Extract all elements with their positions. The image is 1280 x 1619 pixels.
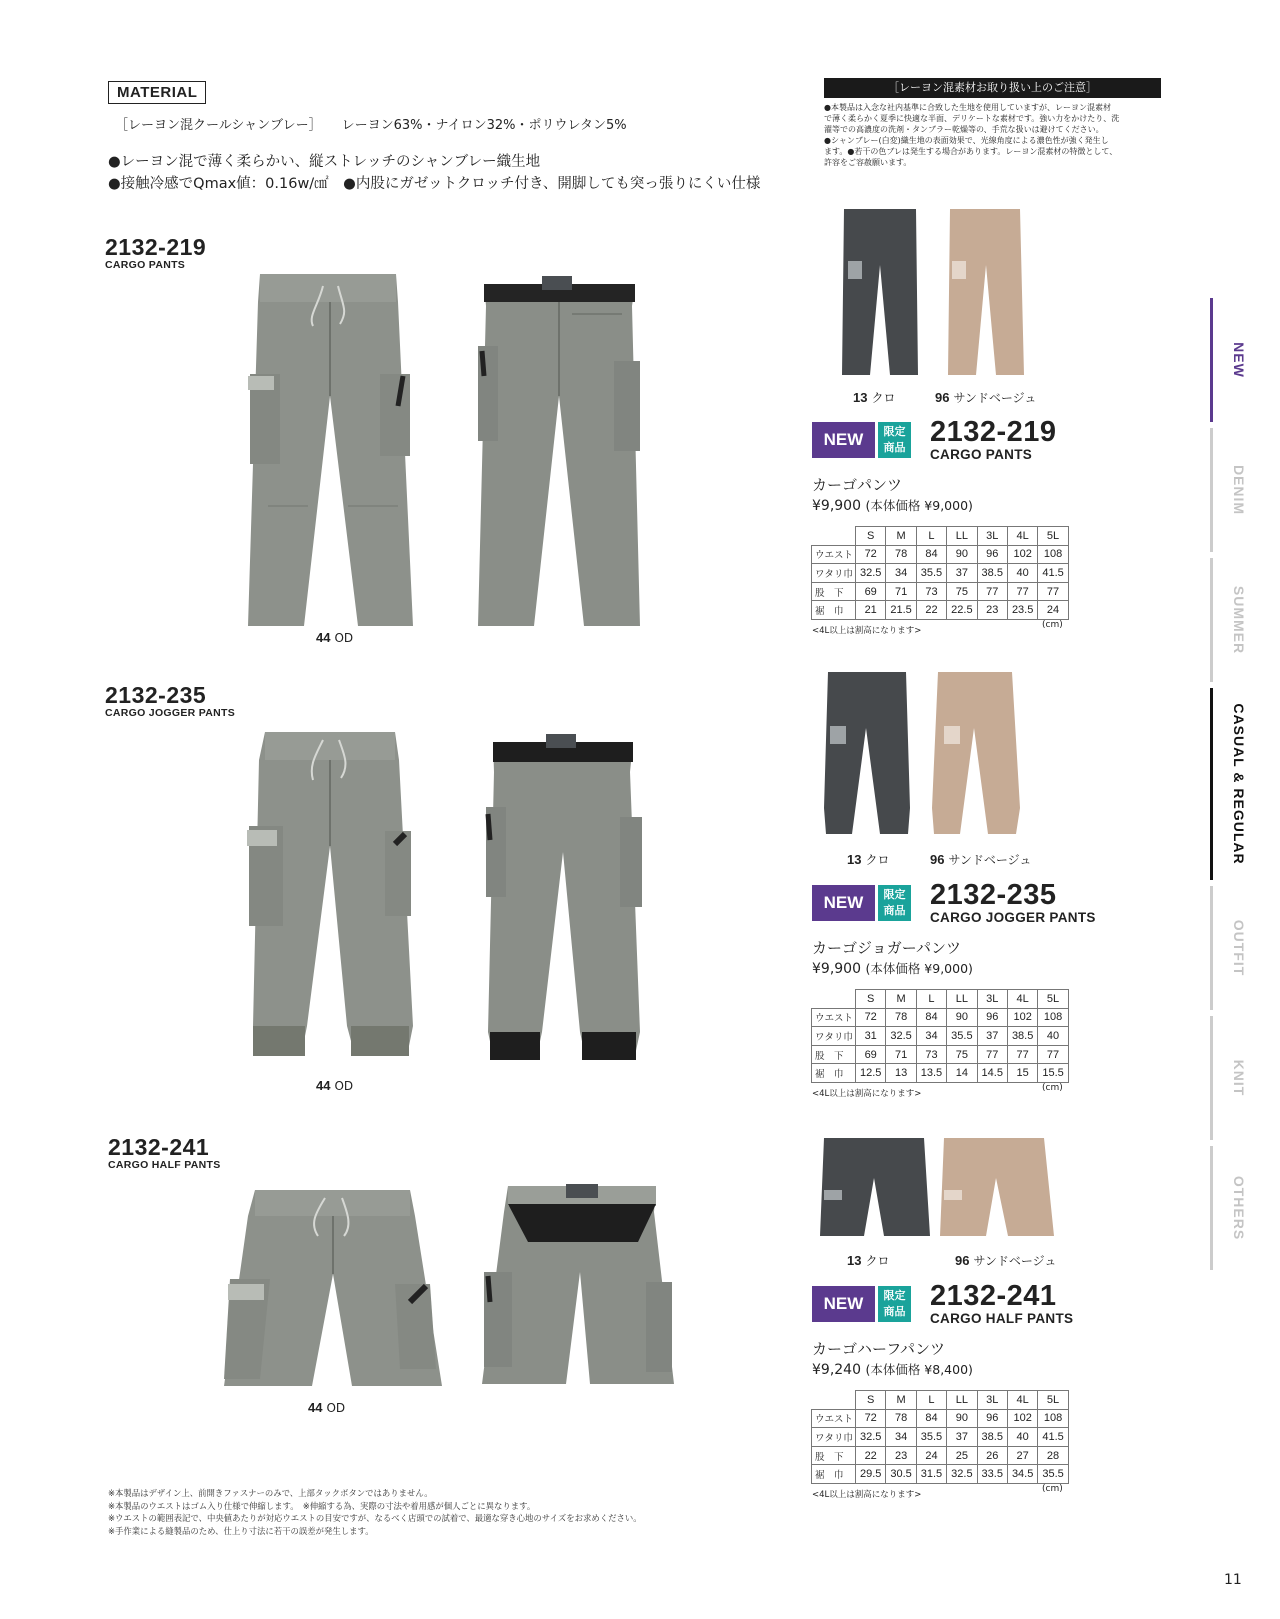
model-name: CARGO PANTS — [105, 259, 186, 271]
color-caption-235 — [316, 1078, 353, 1093]
unit-label: (cm) — [1042, 620, 1063, 630]
model-name-jp: カーゴジョガーパンツ — [812, 939, 961, 957]
tab-label: KNIT — [1231, 1059, 1247, 1097]
size-cell: 78 — [886, 1409, 916, 1428]
color-code: 96 — [930, 852, 945, 867]
size-cell: 108 — [1038, 1008, 1068, 1027]
size-cell: 90 — [947, 1409, 977, 1428]
size-cell: 69 — [856, 582, 886, 601]
size-header: L — [916, 527, 946, 546]
size-header: L — [916, 1391, 946, 1410]
product-title-235 — [930, 881, 1096, 925]
size-cell: 73 — [916, 1045, 946, 1064]
product-title-219 — [930, 418, 1057, 462]
color-code: 44 — [316, 1078, 331, 1093]
product-heading-219 — [105, 236, 206, 271]
size-row-label: ワタリ巾 — [812, 1428, 856, 1447]
size-cell: 38.5 — [977, 564, 1007, 583]
size-cell: 37 — [947, 1428, 977, 1447]
color-caption-241 — [308, 1400, 345, 1415]
size-cell: 71 — [886, 1045, 916, 1064]
caution-line: ●シャンブレー(白変)織生地の表面効果で、光線角度による濃色性が強く発生し — [824, 136, 1109, 145]
size-cell: 37 — [977, 1027, 1007, 1046]
size-row-label: ウエスト — [812, 545, 856, 564]
size-cell: 30.5 — [886, 1465, 916, 1484]
side-tab-knit[interactable] — [1198, 1016, 1280, 1140]
color-name: サンドベージュ — [953, 391, 1037, 405]
size-cell: 23 — [886, 1446, 916, 1465]
cargo-pants-back-photo — [472, 266, 647, 631]
size-cell: 34 — [886, 564, 916, 583]
size-cell: 71 — [886, 582, 916, 601]
half-pants-color-photos — [820, 1134, 1056, 1244]
size-cell: 34.5 — [1007, 1465, 1037, 1484]
size-cell: 77 — [977, 582, 1007, 601]
footer-note: ※本製品のウエストはゴム入り仕様で伸縮します。 ※伸縮する為、実際の寸法や着用感が個人ごとに異なります。 — [108, 1500, 536, 1511]
size-cell: 72 — [856, 545, 886, 564]
price-tax: (本体価格 ¥8,400) — [865, 1362, 973, 1377]
feature-line-1: ●レーヨン混で薄く柔らかい、縦ストレッチのシャンブレー織生地 — [108, 154, 541, 170]
size-cell: 34 — [916, 1027, 946, 1046]
footer-note: ※手作業による縫製品のため、仕上り寸法に若干の誤差が発生します。 — [108, 1525, 374, 1536]
size-cell: 90 — [947, 545, 977, 564]
color-option-beige — [935, 389, 1036, 406]
color-option-black — [853, 389, 895, 406]
size-cell: 40 — [1007, 1428, 1037, 1447]
size-header: M — [886, 527, 916, 546]
size-header-row — [812, 527, 1069, 546]
side-tab-casual-regular[interactable] — [1198, 688, 1280, 880]
size-cell: 22 — [856, 1446, 886, 1465]
page-number: 11 — [1224, 1572, 1242, 1588]
size-cell: 96 — [977, 1409, 1007, 1428]
size-row-label: ワタリ巾 — [812, 564, 856, 583]
color-code: 44 — [308, 1400, 323, 1415]
size-corner — [812, 1391, 856, 1410]
model-name-jp: カーゴハーフパンツ — [812, 1340, 946, 1358]
side-tab-outfit[interactable] — [1198, 886, 1280, 1010]
size-header: 5L — [1038, 990, 1068, 1009]
color-name: サンドベージュ — [948, 853, 1032, 867]
size-cell: 32.5 — [886, 1027, 916, 1046]
limited-label: 限定 — [883, 425, 906, 438]
price-value: ¥9,240 — [812, 1362, 861, 1378]
size-row — [812, 1045, 1069, 1064]
size-header: LL — [947, 990, 977, 1009]
size-row — [812, 1428, 1069, 1447]
caution-line: ●本製品は入念な社内基準に合致した生地を使用していますが、レーヨン混素材 — [824, 103, 1111, 112]
size-header: LL — [947, 527, 977, 546]
size-cell: 22.5 — [947, 601, 977, 620]
size-row — [812, 1409, 1069, 1428]
fabric-description — [115, 114, 627, 133]
size-cell: 32.5 — [947, 1465, 977, 1484]
size-cell: 102 — [1007, 1409, 1037, 1428]
fabric-composition: レーヨン63%・ナイロン32%・ポリウレタン5% — [341, 118, 627, 133]
side-tab-denim[interactable] — [1198, 428, 1280, 552]
size-cell: 32.5 — [856, 1428, 886, 1447]
caution-line: ます。●若干の色ブレは発生する場合があります。レーヨン混素材の特徴として、 — [824, 147, 1118, 156]
model-name: CARGO JOGGER PANTS — [105, 707, 236, 719]
size-row — [812, 1008, 1069, 1027]
model-number: 2132-219 — [930, 416, 1057, 448]
side-tab-others[interactable] — [1198, 1146, 1280, 1270]
side-tab-summer[interactable] — [1198, 558, 1280, 682]
color-name: クロ — [865, 853, 890, 867]
model-name-en: CARGO HALF PANTS — [930, 1311, 1074, 1326]
jogger-pants-back-photo — [478, 732, 653, 1067]
color-option-black — [847, 851, 889, 868]
model-number: 2132-241 — [108, 1134, 210, 1160]
size-cell: 84 — [916, 545, 946, 564]
size-header-row — [812, 990, 1069, 1009]
size-header-row — [812, 1391, 1069, 1410]
size-cell: 41.5 — [1038, 564, 1068, 583]
size-table-219 — [811, 526, 1069, 620]
tab-label: OUTFIT — [1231, 919, 1247, 977]
size-header: S — [856, 1391, 886, 1410]
product-heading-235 — [105, 684, 235, 719]
size-cell: 75 — [947, 1045, 977, 1064]
model-name-jp: カーゴパンツ — [812, 476, 903, 494]
size-cell: 84 — [916, 1409, 946, 1428]
limited-badge — [878, 1286, 911, 1322]
color-name: OD — [326, 1401, 346, 1415]
tab-bar — [1210, 558, 1213, 682]
fabric-name: ［レーヨン混クールシャンブレー］ — [115, 118, 322, 133]
size-row-label: 股 下 — [812, 1446, 856, 1465]
side-tab-new[interactable] — [1198, 298, 1280, 422]
size-row — [812, 1446, 1069, 1465]
size-row — [812, 1465, 1069, 1484]
size-cell: 35.5 — [916, 564, 946, 583]
size-cell: 41.5 — [1038, 1428, 1068, 1447]
size-header: LL — [947, 1391, 977, 1410]
size-header: 5L — [1038, 527, 1068, 546]
size-cell: 35.5 — [916, 1428, 946, 1447]
size-row-label: 裾 巾 — [812, 1465, 856, 1484]
size-cell: 77 — [1007, 582, 1037, 601]
size-cell: 77 — [1038, 1045, 1068, 1064]
price-tax: (本体価格 ¥9,000) — [865, 961, 973, 976]
size-cell: 78 — [886, 545, 916, 564]
size-cell: 32.5 — [856, 564, 886, 583]
size-note: <4L以上は割高になります> — [812, 1089, 922, 1099]
tab-label: DENIM — [1231, 464, 1247, 516]
size-header: 5L — [1038, 1391, 1068, 1410]
color-name: クロ — [871, 391, 896, 405]
size-cell: 90 — [947, 1008, 977, 1027]
color-caption-219 — [316, 630, 353, 645]
size-cell: 23 — [977, 601, 1007, 620]
color-code: 96 — [935, 390, 950, 405]
size-cell: 31 — [856, 1027, 886, 1046]
size-row — [812, 1027, 1069, 1046]
size-row — [812, 1064, 1069, 1083]
limited-badge — [878, 422, 911, 458]
size-cell: 73 — [916, 582, 946, 601]
limited-label: 商品 — [883, 904, 906, 917]
size-row-label: 股 下 — [812, 1045, 856, 1064]
size-cell: 40 — [1038, 1027, 1068, 1046]
size-cell: 34 — [886, 1428, 916, 1447]
half-pants-front-photo — [220, 1184, 445, 1394]
size-row-label: 裾 巾 — [812, 1064, 856, 1083]
size-cell: 13.5 — [916, 1064, 946, 1083]
size-header: 4L — [1007, 1391, 1037, 1410]
size-header: 4L — [1007, 527, 1037, 546]
size-cell: 78 — [886, 1008, 916, 1027]
tab-bar — [1210, 886, 1213, 1010]
tab-bar — [1210, 1146, 1213, 1270]
cargo-pants-front-photo — [238, 266, 418, 631]
size-cell: 37 — [947, 564, 977, 583]
model-name: CARGO HALF PANTS — [108, 1159, 221, 1171]
tab-label: CASUAL & REGULAR — [1231, 703, 1247, 865]
size-cell: 24 — [1038, 601, 1068, 620]
color-option-black — [847, 1252, 889, 1269]
unit-label: (cm) — [1042, 1083, 1063, 1093]
size-cell: 102 — [1007, 1008, 1037, 1027]
color-option-beige — [955, 1252, 1056, 1269]
material-label: MATERIAL — [108, 81, 206, 104]
size-cell: 75 — [947, 582, 977, 601]
feature-line-2: ●接触冷感でQmax値：0.16w/㎠ ●内股にガゼットクロッチ付き、開脚しても突っ張りにくい仕様 — [108, 176, 761, 192]
color-code: 13 — [847, 1253, 862, 1268]
color-code: 96 — [955, 1253, 970, 1268]
size-table-241 — [811, 1390, 1069, 1484]
price-value: ¥9,900 — [812, 961, 861, 977]
tab-label: SUMMER — [1231, 585, 1247, 655]
size-cell: 14.5 — [977, 1064, 1007, 1083]
size-corner — [812, 990, 856, 1009]
color-name: クロ — [865, 1254, 890, 1268]
size-header: 3L — [977, 1391, 1007, 1410]
price-value: ¥9,900 — [812, 498, 861, 514]
size-row-label: ウエスト — [812, 1409, 856, 1428]
size-cell: 29.5 — [856, 1465, 886, 1484]
unit-label: (cm) — [1042, 1484, 1063, 1494]
product-title-241 — [930, 1282, 1073, 1326]
jogger-pants-front-photo — [235, 726, 425, 1066]
size-header: L — [916, 990, 946, 1009]
model-number: 2132-219 — [105, 234, 207, 260]
limited-label: 商品 — [883, 1305, 906, 1318]
price — [812, 1360, 973, 1378]
size-corner — [812, 527, 856, 546]
jogger-pants-color-photos — [820, 668, 1030, 843]
size-cell: 23.5 — [1007, 601, 1037, 620]
tab-bar — [1210, 688, 1213, 880]
color-code: 13 — [853, 390, 868, 405]
size-cell: 24 — [916, 1446, 946, 1465]
size-cell: 77 — [977, 1045, 1007, 1064]
color-code: 13 — [847, 852, 862, 867]
size-header: 3L — [977, 527, 1007, 546]
model-name-en: CARGO JOGGER PANTS — [930, 910, 1096, 925]
size-cell: 84 — [916, 1008, 946, 1027]
size-header: S — [856, 527, 886, 546]
size-note: <4L以上は割高になります> — [812, 626, 922, 636]
product-heading-241 — [108, 1136, 221, 1171]
price — [812, 496, 973, 514]
size-cell: 108 — [1038, 1409, 1068, 1428]
size-cell: 72 — [856, 1008, 886, 1027]
caution-text — [824, 102, 1161, 168]
tab-bar — [1210, 428, 1213, 552]
size-cell: 108 — [1038, 545, 1068, 564]
size-note: <4L以上は割高になります> — [812, 1490, 922, 1500]
size-row-label: 裾 巾 — [812, 601, 856, 620]
model-number: 2132-235 — [930, 879, 1057, 911]
size-cell: 96 — [977, 545, 1007, 564]
size-cell: 27 — [1007, 1446, 1037, 1465]
footer-note: ※ウエストの範囲表記で、中央値あたりが対応ウエストの目安ですが、なるべく店頭での試着で、最適な穿き心地のサイズをお求めください。 — [108, 1513, 642, 1523]
footer-notes — [108, 1487, 642, 1537]
size-header: M — [886, 990, 916, 1009]
price-tax: (本体価格 ¥9,000) — [865, 498, 973, 513]
model-name-en: CARGO PANTS — [930, 447, 1033, 462]
size-cell: 25 — [947, 1446, 977, 1465]
size-cell: 77 — [1007, 1045, 1037, 1064]
size-cell: 35.5 — [1038, 1465, 1068, 1484]
size-cell: 26 — [977, 1446, 1007, 1465]
size-row — [812, 601, 1069, 620]
color-code: 44 — [316, 630, 331, 645]
model-number: 2132-235 — [105, 682, 207, 708]
limited-label: 限定 — [883, 1289, 906, 1302]
tab-bar — [1210, 1016, 1213, 1140]
caution-title: ［レーヨン混素材お取り扱い上のご注意］ — [824, 78, 1161, 98]
size-row-label: ワタリ巾 — [812, 1027, 856, 1046]
size-row-label: 股 下 — [812, 582, 856, 601]
size-header: 4L — [1007, 990, 1037, 1009]
new-badge: NEW — [812, 885, 875, 921]
size-cell: 69 — [856, 1045, 886, 1064]
size-cell: 38.5 — [1007, 1027, 1037, 1046]
limited-badge — [878, 885, 911, 921]
size-cell: 21 — [856, 601, 886, 620]
size-row — [812, 564, 1069, 583]
size-cell: 72 — [856, 1409, 886, 1428]
model-number: 2132-241 — [930, 1280, 1057, 1312]
size-cell: 28 — [1038, 1446, 1068, 1465]
half-pants-back-photo — [478, 1182, 678, 1394]
size-cell: 12.5 — [856, 1064, 886, 1083]
size-cell: 31.5 — [916, 1465, 946, 1484]
size-cell: 35.5 — [947, 1027, 977, 1046]
size-cell: 21.5 — [886, 601, 916, 620]
price — [812, 959, 973, 977]
footer-note: ※本製品はデザイン上、前開きファスナーのみで、上部タックボタンではありません。 — [108, 1488, 433, 1498]
tab-label: OTHERS — [1231, 1175, 1247, 1241]
size-row — [812, 545, 1069, 564]
size-header: 3L — [977, 990, 1007, 1009]
size-cell: 96 — [977, 1008, 1007, 1027]
caution-line: で薄く柔らかく夏季に快適な半面、デリケートな素材です。強い力をかけたり、洗 — [824, 114, 1120, 123]
cargo-pants-color-photos — [838, 205, 1038, 385]
size-table-235 — [811, 989, 1069, 1083]
size-cell: 15.5 — [1038, 1064, 1068, 1083]
size-cell: 77 — [1038, 582, 1068, 601]
size-cell: 38.5 — [977, 1428, 1007, 1447]
size-cell: 33.5 — [977, 1465, 1007, 1484]
new-badge: NEW — [812, 1286, 875, 1322]
size-cell: 22 — [916, 601, 946, 620]
color-name: OD — [334, 1079, 354, 1093]
color-option-beige — [930, 851, 1031, 868]
new-badge: NEW — [812, 422, 875, 458]
limited-label: 商品 — [883, 441, 906, 454]
size-row-label: ウエスト — [812, 1008, 856, 1027]
size-row — [812, 582, 1069, 601]
size-cell: 15 — [1007, 1064, 1037, 1083]
color-name: サンドベージュ — [973, 1254, 1057, 1268]
size-header: M — [886, 1391, 916, 1410]
limited-label: 限定 — [883, 888, 906, 901]
size-cell: 14 — [947, 1064, 977, 1083]
caution-line: 許容をご容赦願います。 — [824, 158, 912, 167]
size-cell: 102 — [1007, 545, 1037, 564]
size-cell: 13 — [886, 1064, 916, 1083]
size-cell: 40 — [1007, 564, 1037, 583]
caution-line: 濯等での高濃度の洗剤・タンブラー乾燥等の、手荒な扱いは避けてください。 — [824, 125, 1104, 134]
size-header: S — [856, 990, 886, 1009]
color-name: OD — [334, 631, 354, 645]
tab-label: NEW — [1231, 342, 1247, 378]
tab-bar — [1210, 298, 1213, 422]
